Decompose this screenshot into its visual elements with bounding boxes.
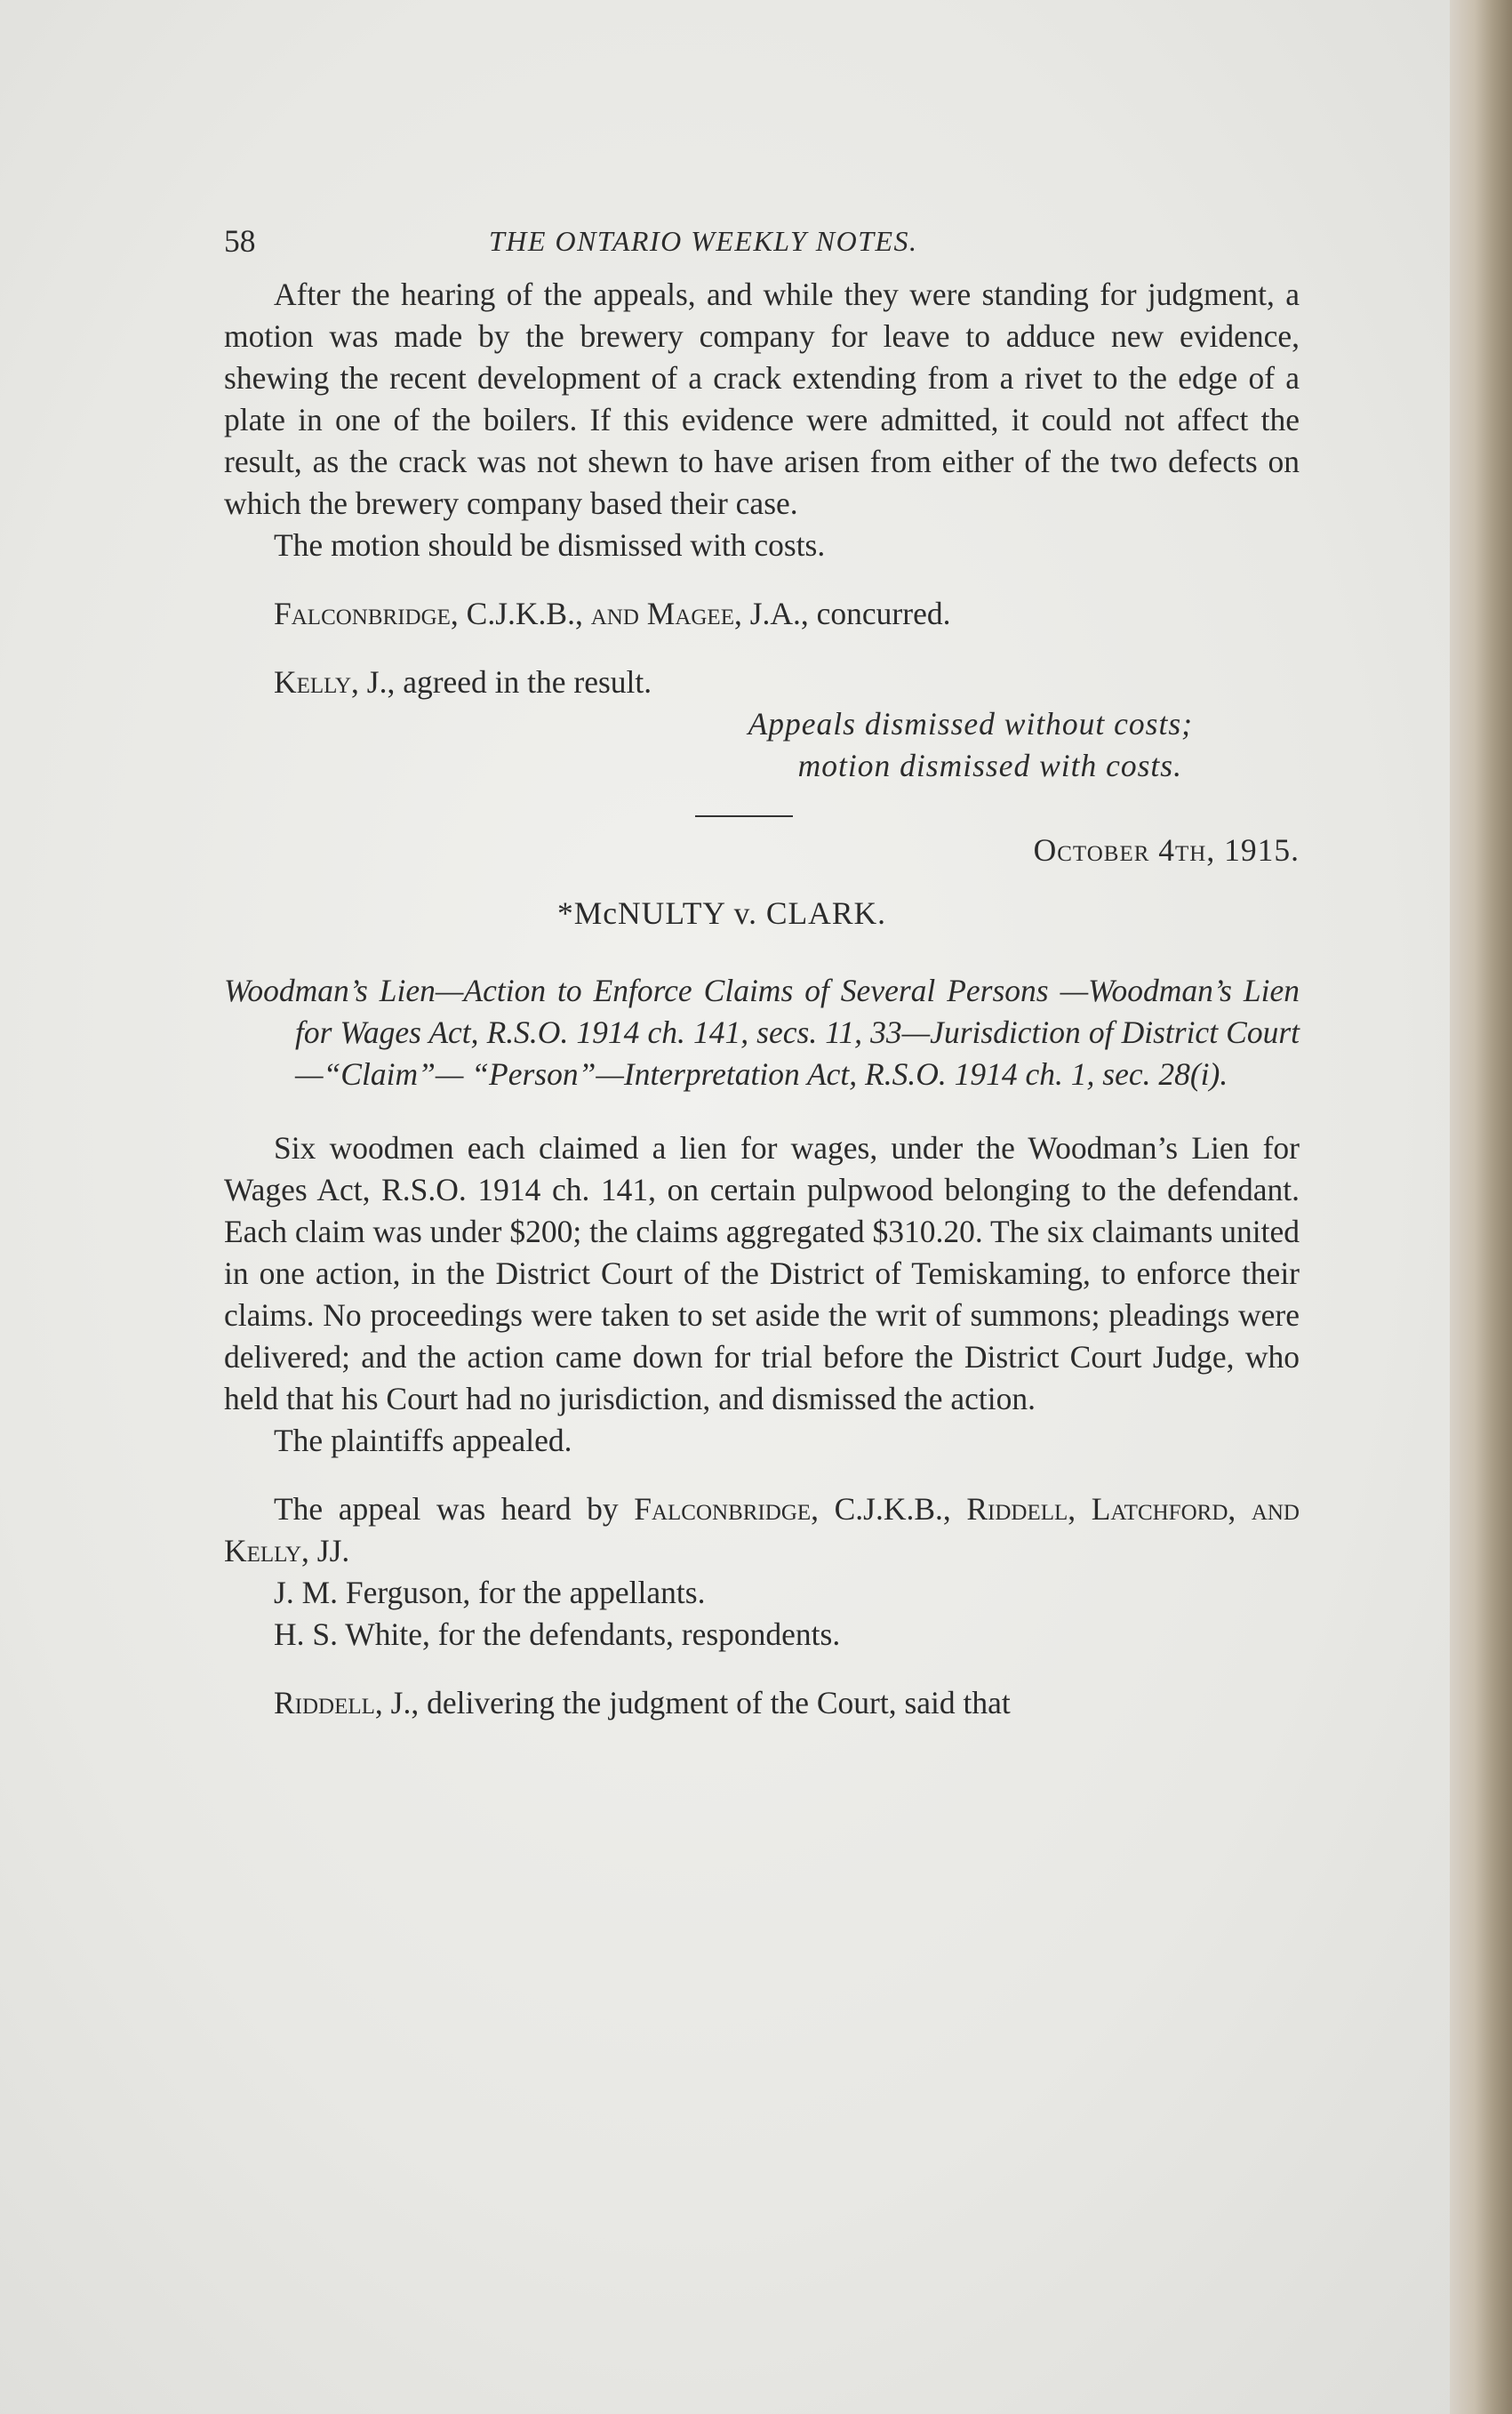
heard-by-line xyxy=(224,1488,1300,1572)
counsel-appellants: J. M. Ferguson, for the appellants. xyxy=(274,1575,706,1610)
disposition-line-1: Appeals dismissed without costs; xyxy=(748,706,1193,742)
case-title: *McNULTY v. CLARK. xyxy=(556,895,887,931)
disposition-line-2: motion dismissed with costs. xyxy=(797,748,1182,783)
paragraph-appeal: The plaintiffs appealed. xyxy=(274,1423,572,1458)
running-title: THE ONTARIO WEEKLY NOTES. xyxy=(489,225,918,257)
counsel-respondents: H. S. White, for the defendants, respondents. xyxy=(274,1616,841,1652)
concurrence-text: , concurred. xyxy=(800,596,951,631)
concurring-judges: Falconbridge, C.J.K.B., and Magee, J.A. xyxy=(274,596,801,631)
decision-date: October 4th, 1915. xyxy=(1033,832,1300,868)
paragraph-motion-evidence: After the hearing of the appeals, and while they were standing for judgment, a motion was made by the brewery company for leave to adduce new evidence, shewing the recent development of a crack extending from a rivet to the edge of a plate in one of the boilers. If this evidence were admitted, it could not affect the result, as the crack was not shewn to have arisen from either of the two defects on which the brewery company based their case. xyxy=(224,277,1300,521)
concurrence-line xyxy=(224,593,1300,635)
kelly-text: , agreed in the result. xyxy=(387,664,652,700)
headnote: Woodman’s Lien—Action to Enforce Claims of Several Persons —Woodman’s Lien for Wages Act, R.S.O. 1914 ch. 141, secs. 11, 33—Jurisdiction of District Court—“Claim”— “Person”—Interpretation Act, R.S.O. 1914 ch. 1, sec. 28(i). xyxy=(224,973,1300,1092)
page-content xyxy=(224,221,1300,1724)
judgment-opening xyxy=(224,1682,1300,1724)
heard-by-text: The appeal was heard by xyxy=(274,1491,635,1527)
page-header xyxy=(224,221,1300,274)
page-number: 58 xyxy=(224,223,256,259)
disposition xyxy=(224,703,1300,787)
section-divider xyxy=(695,815,793,817)
kelly-judge: Kelly, J. xyxy=(274,664,388,700)
judgment-text: , delivering the judgment of the Court, said that xyxy=(411,1685,1011,1720)
paragraph-motion-dismissed: The motion should be dismissed with costs. xyxy=(274,527,826,563)
paragraph-facts: Six woodmen each claimed a lien for wages, under the Woodman’s Lien for Wages Act, R.S.O. 1914 ch. 141, on certain pulpwood belonging to the defendant. Each claim was under $200; the claims aggregated $310.20. The six claimants united in one action, in the District Court of the District of Temiskaming, to enforce their claims. No proceedings were taken to set aside the writ of summons; pleadings were delivered; and the action came down for trial before the District Court Judge, who held that his Court had no jurisdiction, and dismissed the action. xyxy=(224,1130,1300,1416)
panel-judges: Falconbridge, C.J.K.B., Riddell, Latchford, and Kelly, JJ. xyxy=(224,1491,1300,1568)
book-spine-edge xyxy=(1450,0,1512,2414)
riddell-judge: Riddell, J. xyxy=(274,1685,412,1720)
kelly-line xyxy=(224,662,1300,703)
